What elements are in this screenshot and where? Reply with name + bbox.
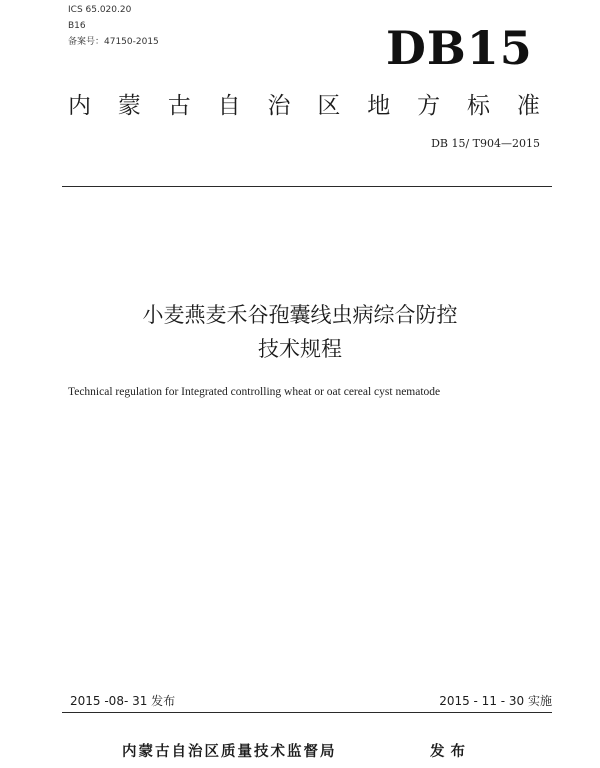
- implement-date: 2015 - 11 - 30 实施: [439, 694, 552, 708]
- standard-type-char: 准: [516, 93, 540, 119]
- ics-code: ICS 65.020.20: [68, 5, 132, 15]
- standard-type-char: 治: [267, 93, 291, 119]
- footer-divider: [62, 712, 552, 713]
- classification-code: B16: [68, 21, 86, 31]
- title-english: Technical regulation for Integrated controlling wheat or oat cereal cyst nematode: [68, 386, 441, 398]
- standard-type-char: 内: [68, 93, 91, 119]
- header-divider: [62, 186, 552, 187]
- title-zh-line2: 技术规程: [258, 337, 342, 361]
- standard-type-char: 古: [167, 93, 191, 119]
- standard-type-char: 蒙: [117, 93, 141, 119]
- standard-type: [68, 86, 540, 126]
- standard-type-char: 地: [367, 93, 391, 119]
- document-title: [60, 298, 540, 366]
- standard-type-char: 自: [217, 93, 241, 119]
- standard-type-char: 标: [467, 93, 490, 119]
- db-mark: DB15: [386, 21, 533, 75]
- issue-label: 发布: [430, 744, 471, 760]
- standard-type-char: 区: [317, 93, 341, 119]
- record-number: 备案号：47150-2015: [68, 37, 159, 47]
- title-zh-line1: 小麦燕麦禾谷孢囊线虫病综合防控: [142, 303, 458, 327]
- issue-date: 2015 -08- 31 发布: [70, 694, 176, 708]
- standard-code: DB 15/ T904—2015: [431, 137, 540, 150]
- issuing-authority: 内蒙古自治区质量技术监督局: [122, 744, 337, 760]
- standard-type-char: 方: [417, 93, 441, 119]
